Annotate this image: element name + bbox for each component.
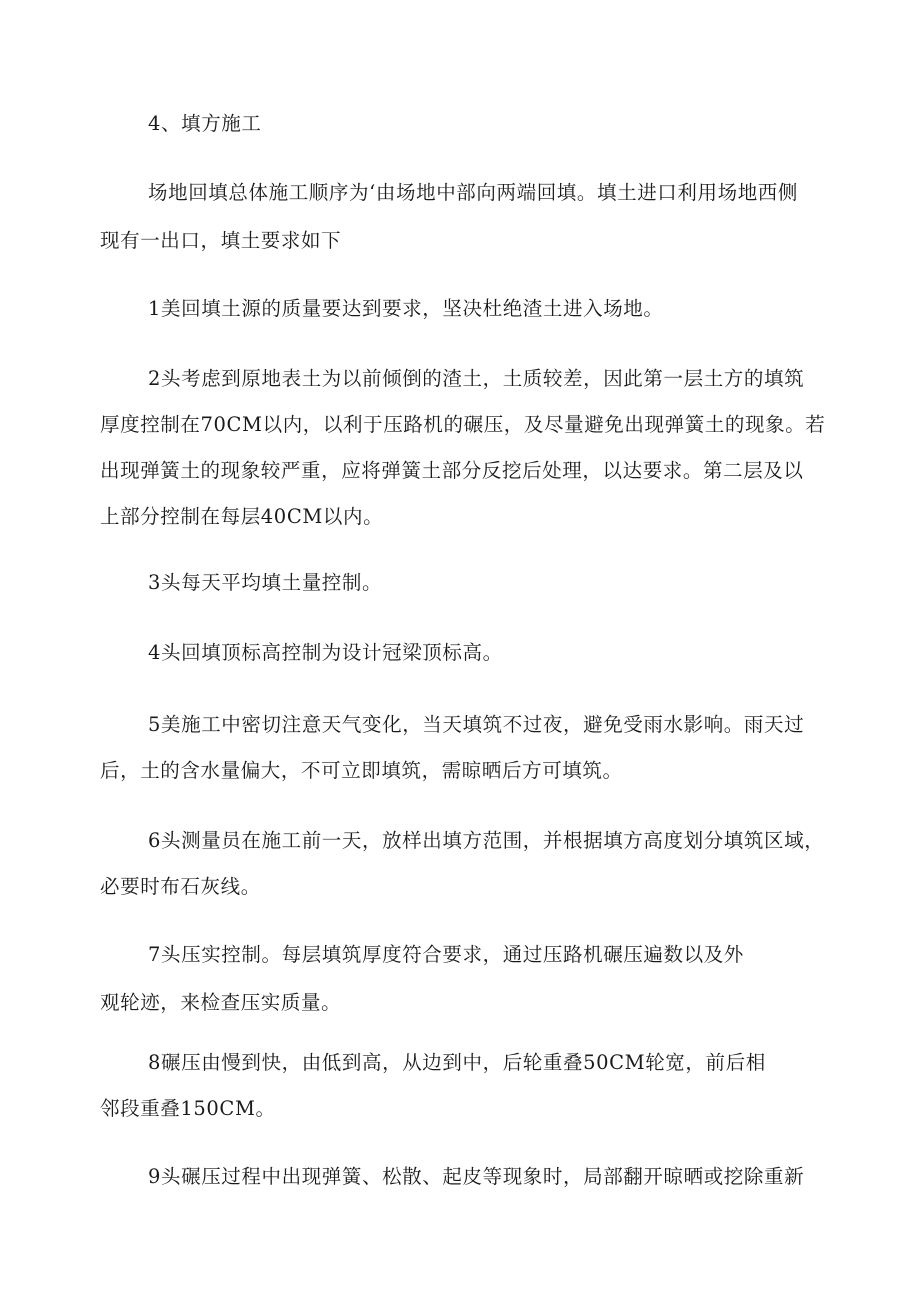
item-7-line-2: 观轮迹，来检查压实质量。 — [100, 991, 342, 1014]
item-2-line-4: 上部分控制在每层40CM以内。 — [100, 505, 384, 528]
item-6-line-1: 6头测量员在施工前一天，放样出填方范围，并根据填方高度划分填筑区域， — [148, 829, 825, 852]
section-heading: 4、填方施工 — [148, 112, 262, 135]
item-2-line-3: 出现弹簧土的现象较严重，应将弹簧土部分反挖后处理，以达要求。第二层及以 — [100, 459, 804, 482]
item-5-line-1: 5美施工中密切注意天气变化，当天填筑不过夜，避免受雨水影响。雨天过 — [148, 713, 805, 736]
item-5-line-2: 后，土的含水量偏大，不可立即填筑，需晾晒后方可填筑。 — [100, 759, 623, 782]
item-7-line-1: 7头压实控制。每层填筑厚度符合要求，通过压路机碾压遍数以及外 — [148, 943, 744, 966]
item-1-line-1: 1美回填土源的质量要达到要求，坚决杜绝渣土进入场地。 — [148, 297, 664, 320]
item-8-line-1: 8碾压由慢到快，由低到高，从边到中，后轮重叠50CM轮宽，前后相 — [148, 1051, 766, 1074]
item-4-line-1: 4头回填顶标高控制为设计冠梁顶标高。 — [148, 641, 503, 664]
item-8-line-2: 邻段重叠150CM。 — [100, 1097, 276, 1120]
item-9-line-1: 9头碾压过程中出现弹簧、松散、起皮等现象时，局部翻开晾晒或挖除重新 — [148, 1165, 805, 1188]
intro-line-1: 场地回填总体施工顺序为‘由场地中部向两端回填。填土进口利用场地西侧 — [148, 181, 798, 204]
intro-line-2: 现有一出口，填土要求如下 — [100, 229, 342, 252]
item-6-line-2: 必要时布石灰线。 — [100, 875, 261, 898]
item-2-line-1: 2头考虑到原地表土为以前倾倒的渣土，土质较差，因此第一层土方的填筑 — [148, 367, 805, 390]
item-2-line-2: 厚度控制在70CM以内，以利于压路机的碾压，及尽量避免出现弹簧土的现象。若 — [100, 413, 826, 436]
item-3-line-1: 3头每天平均填土量控制。 — [148, 571, 383, 594]
